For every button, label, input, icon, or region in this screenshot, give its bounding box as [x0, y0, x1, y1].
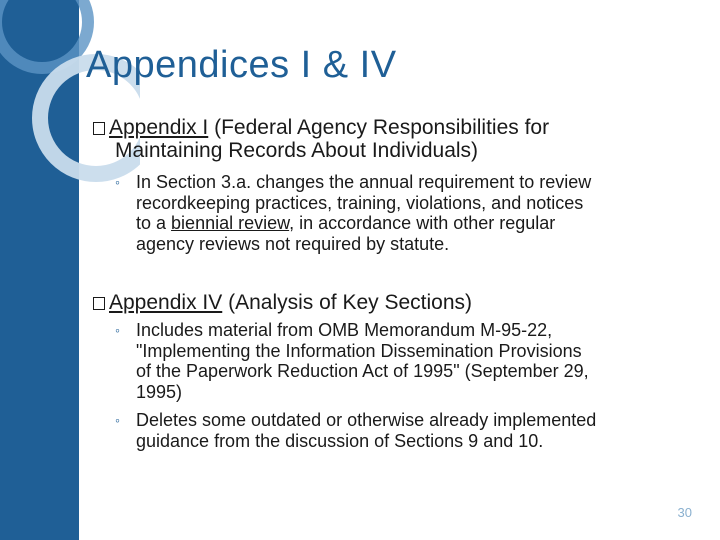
- bullet-appendix-i: [93, 116, 549, 162]
- checkbox-bullet-icon: [93, 122, 105, 135]
- bullet-appendix-iv: [93, 291, 472, 314]
- decorative-circles-icon: [0, 0, 140, 200]
- checkbox-bullet-icon: [93, 297, 105, 310]
- sub-line-underlined: biennial review: [171, 213, 290, 233]
- sub-line: recordkeeping practices, training, violations, and notices: [136, 192, 584, 213]
- ring-bullet-icon: ◦: [115, 322, 120, 338]
- page-number: 30: [677, 505, 692, 520]
- sub-line: of the Paperwork Reduction Act of 1995" (September 29,: [136, 361, 589, 381]
- sub-line: In Section 3.a. changes the annual requirement to review: [136, 172, 592, 192]
- ring-bullet-icon: ◦: [115, 412, 120, 428]
- sub-line: to a: [136, 213, 167, 233]
- sub-line: Includes material from OMB Memorandum M-95-22,: [136, 320, 553, 340]
- bullet-text: (Federal Agency Responsibilities for: [214, 116, 550, 139]
- sub-line: 1995): [136, 381, 183, 402]
- sub-line: "Implementing the Information Dissemination Provisions: [136, 340, 582, 361]
- bullet-text: (Analysis of Key Sections): [228, 291, 473, 314]
- bullet-heading: Appendix IV: [109, 291, 223, 314]
- ring-bullet-icon: ◦: [115, 174, 120, 190]
- sub-line: guidance from the discussion of Sections 9 and 10.: [136, 430, 544, 451]
- sub-bullet-appendix-iv-1: [115, 320, 589, 402]
- sub-bullet-appendix-iv-2: [115, 410, 597, 451]
- sub-bullet-appendix-i-1: [115, 172, 592, 254]
- bullet-heading: Appendix I: [109, 116, 209, 139]
- bullet-text-continued: Maintaining Records About Individuals): [115, 139, 479, 162]
- slide-title: Appendices I & IV: [86, 44, 397, 86]
- sub-line: , in accordance with other regular: [289, 213, 556, 233]
- sub-line: agency reviews not required by statute.: [136, 233, 450, 254]
- sub-line: Deletes some outdated or otherwise already implemented: [136, 410, 597, 430]
